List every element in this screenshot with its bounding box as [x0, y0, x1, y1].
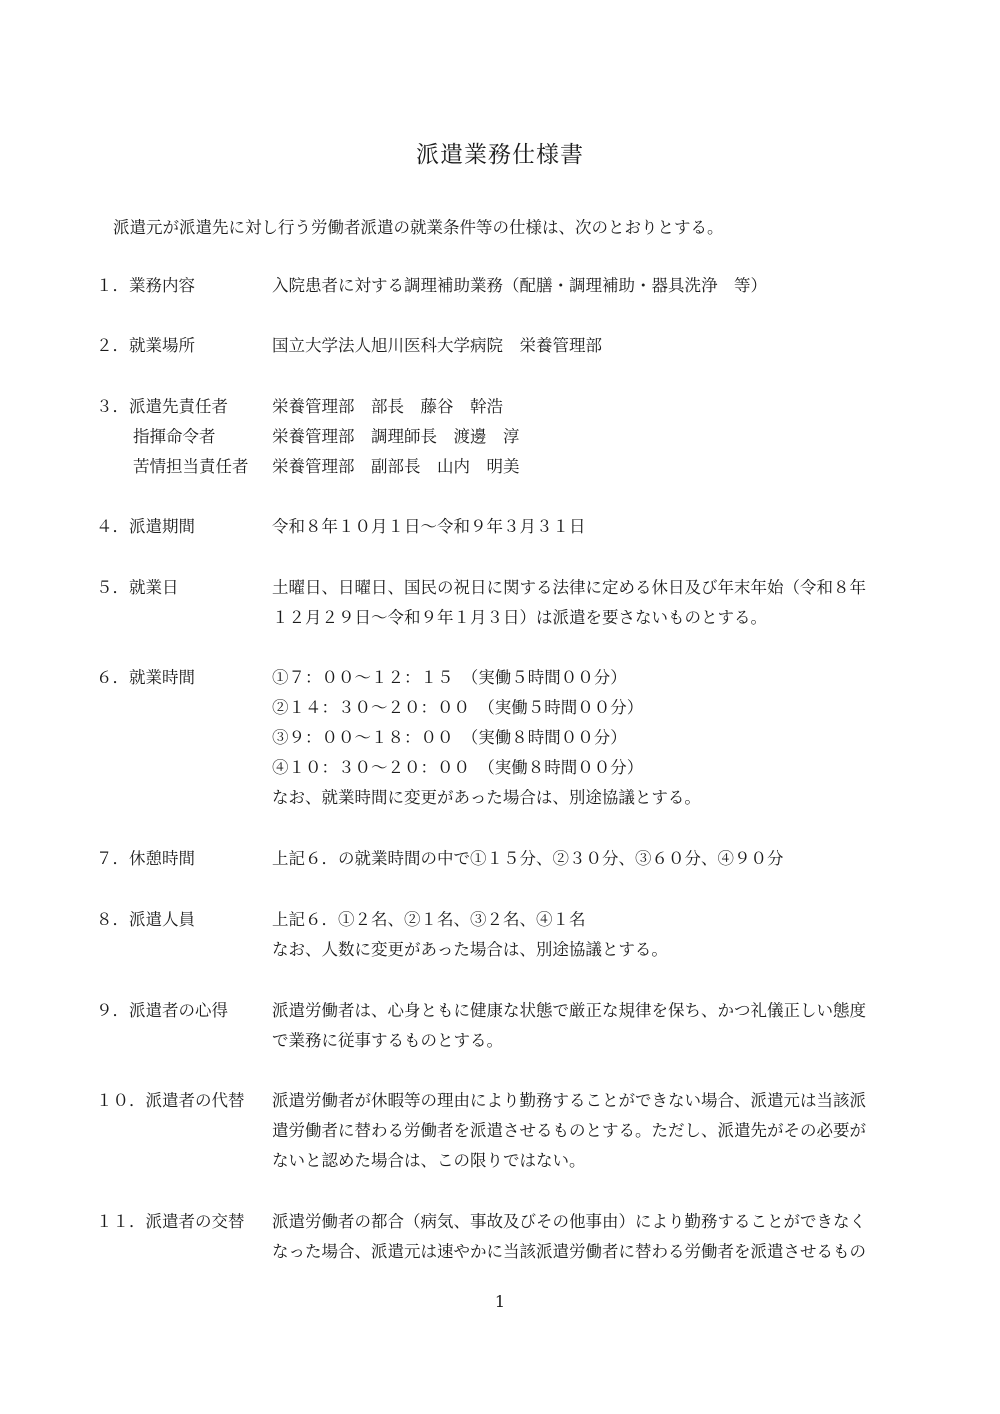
section-text: 上記６．①２名、②１名、③２名、④１名 — [272, 910, 586, 929]
section-2 — [96, 331, 926, 361]
section-label: １１．派遣者の交替 — [96, 1212, 245, 1231]
section-4 — [96, 512, 926, 542]
section-label: 苦情担当責任者 — [133, 457, 249, 476]
section-11 — [96, 1207, 926, 1267]
section-text: なった場合、派遣元は速やかに当該派遣労働者に替わる労働者を派遣させるもの — [272, 1242, 866, 1261]
section-text: ④１０：３０～２０：００ （実働８時間００分） — [272, 758, 644, 777]
section-text: 派遣労働者は、心身ともに健康な状態で厳正な規律を保ち、かつ礼儀正しい態度 — [272, 1001, 866, 1020]
section-label: ８．派遣人員 — [96, 910, 195, 929]
section-label: 指揮命令者 — [133, 427, 216, 446]
section-text: 上記６．の就業時間の中で①１５分、②３０分、③６０分、④９０分 — [272, 849, 784, 868]
section-label: ７．休憩時間 — [96, 849, 195, 868]
section-text: 入院患者に対する調理補助業務（配膳・調理補助・器具洗浄 等） — [272, 276, 767, 295]
section-text: 栄養管理部 調理師長 渡邊 淳 — [272, 427, 520, 446]
section-label: １．業務内容 — [96, 276, 195, 295]
section-text: 土曜日、日曜日、国民の祝日に関する法律に定める休日及び年末年始（令和８年 — [272, 578, 866, 597]
section-text: ②１４：３０～２０：００ （実働５時間００分） — [272, 698, 644, 717]
section-label: ５．就業日 — [96, 578, 179, 597]
section-text: 栄養管理部 副部長 山内 明美 — [272, 457, 520, 476]
section-text: ①７：００～１２：１５ （実働５時間００分） — [272, 668, 627, 687]
page-number: 1 — [494, 1292, 506, 1311]
section-label: ６．就業時間 — [96, 668, 195, 687]
section-label: ２．就業場所 — [96, 336, 195, 355]
section-7 — [96, 844, 926, 874]
intro-paragraph: 派遣元が派遣先に対し行う労働者派遣の就業条件等の仕様は、次のとおりとする。 — [113, 218, 724, 237]
section-text: １２月２９日～令和９年１月３日）は派遣を要さないものとする。 — [272, 608, 767, 627]
section-text: で業務に従事するものとする。 — [272, 1031, 503, 1050]
section-6 — [96, 663, 926, 813]
section-text: 国立大学法人旭川医科大学病院 栄養管理部 — [272, 336, 602, 355]
section-label: １０．派遣者の代替 — [96, 1091, 245, 1110]
section-text: なお、人数に変更があった場合は、別途協議とする。 — [272, 940, 668, 959]
section-label: ３．派遣先責任者 — [96, 397, 228, 416]
section-3 — [96, 392, 926, 482]
section-text: 派遣労働者の都合（病気、事故及びその他事由）により勤務することができなく — [272, 1212, 866, 1231]
section-text: 栄養管理部 部長 藤谷 幹浩 — [272, 397, 503, 416]
section-10 — [96, 1086, 926, 1176]
section-label: ９．派遣者の心得 — [96, 1001, 228, 1020]
section-5 — [96, 573, 926, 633]
section-text: 派遣労働者が休暇等の理由により勤務することができない場合、派遣元は当該派 — [272, 1091, 866, 1110]
section-text: 令和８年１０月１日～令和９年３月３１日 — [272, 517, 586, 536]
section-8 — [96, 905, 926, 965]
section-9 — [96, 996, 926, 1056]
section-text: 遣労働者に替わる労働者を派遣させるものとする。ただし、派遣先がその必要が — [272, 1121, 866, 1140]
section-text: なお、就業時間に変更があった場合は、別途協議とする。 — [272, 788, 701, 807]
section-text: ③９：００～１８：００ （実働８時間００分） — [272, 728, 627, 747]
document-title: 派遣業務仕様書 — [416, 142, 584, 168]
section-label: ４．派遣期間 — [96, 517, 195, 536]
section-text: ないと認めた場合は、この限りではない。 — [272, 1151, 586, 1170]
section-1 — [96, 271, 926, 301]
